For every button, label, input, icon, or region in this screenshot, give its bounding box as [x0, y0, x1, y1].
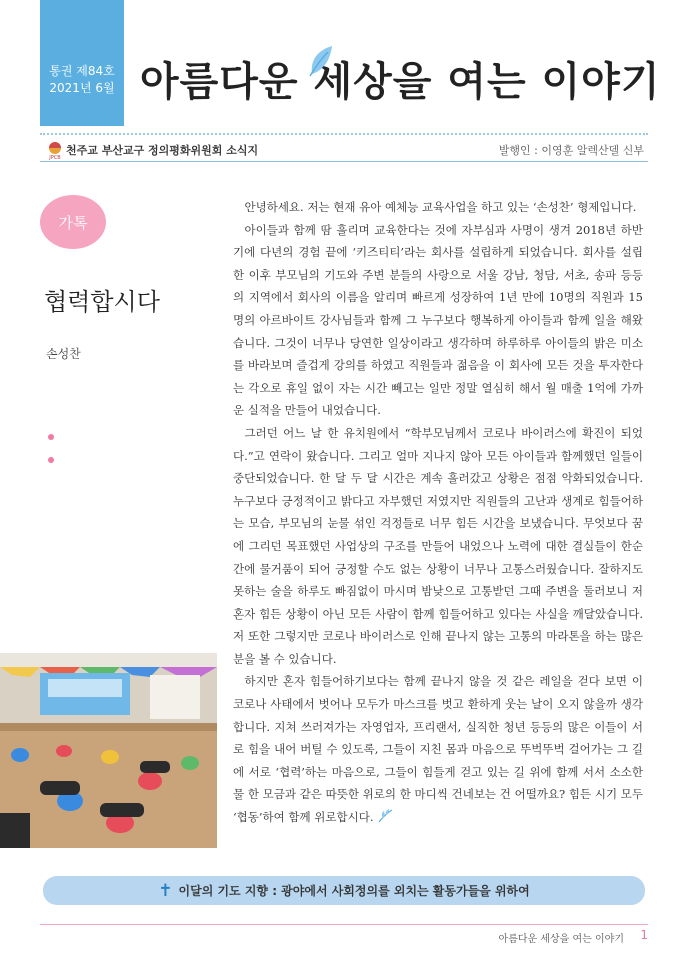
header-underline: [40, 161, 648, 162]
leaf-sprig-icon: [377, 809, 393, 823]
prayer-intention-bar: [43, 876, 645, 905]
publisher-name: 천주교 부산교구 정의평화위원회 소식지: [66, 144, 259, 157]
category-badge: 가톡: [40, 195, 106, 249]
paragraph-4: [233, 670, 643, 828]
cross-icon: ✝: [158, 880, 173, 901]
classroom-photo: [0, 653, 217, 848]
decor-dot-2: [48, 457, 54, 463]
jpcb-logo: [46, 140, 64, 160]
issue-date: 2021년 6월: [49, 81, 115, 95]
header-divider: [40, 133, 648, 135]
article-body: [233, 196, 643, 829]
paragraph-1: 안녕하세요. 저는 현재 유아 예체능 교육사업을 하고 있는 ‘손성찬’ 형제입니다.: [244, 200, 637, 214]
issue-box: [40, 0, 124, 126]
page-number: 1: [640, 928, 648, 942]
paragraph-2: 아이들과 함께 땀 흘리며 교육한다는 것에 자부심과 사명이 생겨 2018년 하반기에 다년의 경험 끝에 ‘키즈티티’라는 회사를 설립하게 되었습니다. 회사를 설립한 이후 부모님의 기도와 주변 분들의 사랑으로 서울 강남, 청담, 서초, 송파 등등의 지역에서 회사의 이름을 알리며 빠르게 성장하여 1년 만에 10명의 직원과 15명의 아르바이트 강사님들과 함께 그 누구보다 행복하게 아이들과 함께 일을 해왔습니다. 그것이 너무나 당연한 일상이라고 생각하며 하루하루 아이들의 밝은 미소를 바라보며 즐겁게 강의를 하였고 직원들과 젊음을 이 회사에 모든 것을 투자한다는 각오로 휴일 없이 자는 시간 빼고는 일만 정말 열심히 해서 월 매출 1억에 가까운 실적을 만들어 내었습니다.: [233, 222, 643, 418]
decor-dot-1: [48, 434, 54, 440]
masthead-title: 아름다운 세상을 여는 이야기: [140, 58, 661, 105]
footer-divider: [40, 924, 648, 925]
issue-number: 통권 제84호: [49, 64, 115, 78]
footer-title: 아름다운 세상을 여는 이야기: [498, 934, 624, 945]
logo-text: JPCB: [49, 155, 61, 160]
editor-name: 발행인 : 이영훈 알렉산델 신부: [498, 144, 644, 157]
paragraph-3: 그러던 어느 날 한 유치원에서 “학부모님께서 코로나 바이러스에 확진이 되었다.”고 연락이 왔습니다. 그리고 얼마 지나지 않아 모든 아이들과 함께했던 일들이 중단되었습니다. 한 달 두 달 시간은 계속 흘러갔고 상황은 점점 악화되었습니다. 누구보다 긍정적이고 밝다고 자부했던 저였지만 직원들의 고난과 생계로 힘들어하는 모습, 부모님의 눈물 섞인 걱정들로 너무 힘든 시간을 보냈습니다. 무엇보다 꿈에 그리던 목표했던 사업상의 구조를 만들어 내었으나 노력에 대한 결실들이 한순간에 물거품이 되어 긍정할 수도 없는 상황이 너무나 고통스러웠습니다. 잘하지도 못하는 술을 하루도 빠짐없이 마시며 밤낮으로 고통받던 그때 주변을 둘러보니 저 혼자 힘든 상황이 아닌 모든 사람이 함께 힘들어하고 있다는 사실을 깨달았습니다. 저 또한 그렇지만 코로나 바이러스로 인해 끝나지 않는 고통의 마라톤을 하는 많은 분을 볼 수 있습니다.: [233, 425, 643, 666]
prayer-intention-text: 이달의 기도 지향 : 광야에서 사회정의를 외치는 활동가들을 위하여: [178, 884, 530, 898]
article-author: 손성찬: [46, 347, 81, 361]
paragraph-4-text: 하지만 혼자 힘들어하기보다는 함께 끝나지 않을 것 같은 레일을 걷다 보면 이 코로나 사태에서 벗어나 모두가 마스크를 벗고 환하게 웃는 날이 오지 않을까 생각합니다. 지쳐 쓰러져가는 자영업자, 프리랜서, 실직한 청년 등등의 많은 이들이 서로 힘을 내어 버틸 수 있도록, 그들이 지친 몸과 마음으로 뚜벅뚜벅 걸어가는 그 길에 서로 ‘협력’하는 마음으로, 그들이 힘들게 걷고 있는 길 위에 함께 서서 소소한 물 한 모금과 같은 따뜻한 위로의 한 마디씩 건네보는 건 어떨까요? 힘든 시기 모두 ‘협동’하여 함께 위로합시다.: [233, 674, 643, 825]
article-title: 협력합시다: [44, 288, 160, 316]
